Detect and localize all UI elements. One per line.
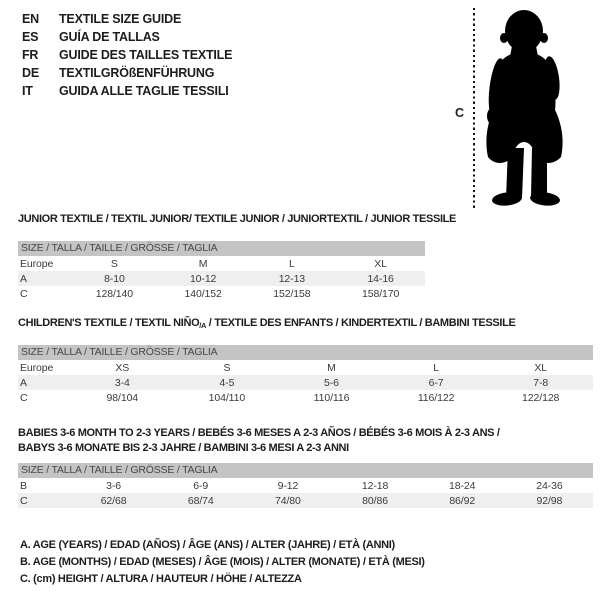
section-children-textile: [18, 317, 593, 404]
table-cell: 152/158: [273, 287, 311, 300]
height-measure-dotted-line: [473, 8, 475, 208]
language-row: [22, 64, 232, 82]
table-cell: XL: [534, 361, 548, 374]
size-header-bar: SIZE / TALLA / TAILLE / GRÖSSE / TAGLIA: [18, 345, 593, 360]
row-label: C: [20, 287, 28, 300]
row-label: Europe: [20, 361, 54, 374]
size-header-bar: SIZE / TALLA / TAILLE / GRÖSSE / TAGLIA: [18, 463, 593, 478]
table-cell: S: [223, 361, 231, 374]
language-row: [22, 10, 232, 28]
table-cell: 92/98: [536, 494, 563, 507]
table-cell: 158/170: [361, 287, 400, 300]
table-cell: S: [110, 257, 118, 270]
language-code: EN: [22, 12, 39, 26]
table-cell: 12-13: [278, 272, 306, 285]
table-cell: XS: [115, 361, 130, 374]
language-label: TEXTILGRÖßENFÜHRUNG: [59, 66, 215, 80]
section-babies-textile: [18, 427, 593, 507]
footnote-age-years: A. AGE (YEARS) / EDAD (AÑOS) / ÂGE (ANS) / ALTER (JAHRE) / ETÀ (ANNI): [20, 539, 395, 551]
babies-size-table: [18, 478, 593, 508]
footnote-age-months: B. AGE (MONTHS) / EDAD (MESES) / ÂGE (MOIS) / ALTER (MONATE) / ETÀ (MESI): [20, 556, 425, 569]
language-row: [22, 82, 232, 100]
table-row: [18, 390, 593, 405]
table-row: [18, 256, 425, 271]
table-cell: M: [327, 361, 336, 374]
language-header: [22, 10, 232, 100]
table-row: [18, 360, 593, 375]
row-label: C: [20, 494, 28, 507]
size-header-bar: SIZE / TALLA / TAILLE / GRÖSSE / TAGLIA: [18, 241, 425, 256]
footnote-height-cm: C. (cm) HEIGHT / ALTURA / HAUTEUR / HÖHE / ALTEZZA: [20, 573, 302, 586]
section-title: [18, 317, 593, 330]
table-row: [18, 375, 593, 390]
table-cell: 98/104: [106, 391, 139, 404]
table-cell: 14-16: [367, 272, 394, 285]
table-cell: 128/140: [95, 287, 133, 300]
table-cell: 10-12: [189, 272, 217, 285]
section-title-line1: BABIES 3-6 MONTH TO 2-3 YEARS / BEBÉS 3-6 MESES A 2-3 AÑOS / BÉBÉS 3-6 MOIS À 2-3 ANS /: [18, 427, 500, 439]
toddler-silhouette-icon: [484, 8, 574, 208]
table-cell: 7-8: [533, 376, 549, 389]
table-cell: 9-12: [277, 479, 299, 492]
table-cell: 110/116: [313, 391, 350, 404]
table-cell: 122/128: [522, 391, 560, 404]
children-size-table: [18, 360, 593, 405]
row-label: B: [20, 479, 27, 492]
table-cell: 3-4: [114, 376, 130, 389]
language-row: [22, 28, 232, 46]
table-cell: 5-6: [324, 376, 339, 389]
table-row: [18, 286, 425, 301]
language-label: GUÍA DE TALLAS: [59, 30, 160, 44]
language-code: ES: [22, 30, 39, 44]
table-cell: 74/80: [275, 494, 301, 507]
table-cell: L: [433, 361, 439, 374]
row-label: A: [20, 376, 27, 389]
section-junior-textile: [18, 213, 457, 300]
table-cell: 140/152: [184, 287, 222, 300]
language-code: DE: [22, 66, 39, 80]
language-label: GUIDE DES TAILLES TEXTILE: [59, 48, 233, 62]
table-cell: M: [198, 257, 208, 270]
table-cell: 24-36: [536, 479, 563, 492]
table-cell: 86/92: [449, 494, 476, 507]
language-row: [22, 46, 232, 64]
footnotes: [20, 537, 425, 589]
language-label: GUIDA ALLE TAGLIE TESSILI: [59, 84, 229, 98]
table-cell: 12-18: [361, 479, 389, 492]
table-cell: 104/110: [208, 391, 246, 404]
section-title: JUNIOR TEXTILE / TEXTIL JUNIOR/ TEXTILE JUNIOR / JUNIORTEXTIL / JUNIOR TESSILE: [18, 213, 457, 225]
table-cell: L: [289, 257, 295, 270]
row-label: Europe: [20, 257, 54, 270]
title-text: CHILDREN'S TEXTILE / TEXTIL NIÑO: [18, 317, 200, 329]
table-row: [18, 271, 425, 286]
table-cell: 80/86: [362, 494, 388, 507]
section-title-line2: BABYS 3-6 MONATE BIS 2-3 JAHRE / BAMBINI 3-6 MESI A 2-3 ANNI: [18, 442, 349, 454]
table-cell: 8-10: [104, 272, 125, 285]
table-cell: 3-6: [106, 479, 122, 492]
table-cell: 116/122: [417, 391, 455, 404]
table-row: [18, 493, 593, 508]
table-cell: XL: [374, 257, 387, 270]
table-cell: 18-24: [449, 479, 476, 492]
row-label: C: [20, 391, 28, 404]
table-cell: 4-5: [219, 376, 235, 389]
table-row: [18, 478, 593, 493]
junior-size-table: [18, 256, 425, 301]
table-cell: 6-7: [428, 376, 444, 389]
table-cell: 62/68: [100, 494, 127, 507]
row-label: A: [20, 272, 27, 285]
height-measure-label: C: [455, 106, 465, 120]
table-cell: 68/74: [187, 494, 214, 507]
language-label: TEXTILE SIZE GUIDE: [59, 12, 182, 26]
language-code: FR: [22, 48, 39, 62]
language-code: IT: [22, 84, 33, 98]
title-subscript: /A: [199, 321, 207, 330]
title-text: / TEXTILE DES ENFANTS / KINDERTEXTIL / BAMBINI TESSILE: [206, 317, 516, 329]
table-cell: 6-9: [193, 479, 209, 492]
